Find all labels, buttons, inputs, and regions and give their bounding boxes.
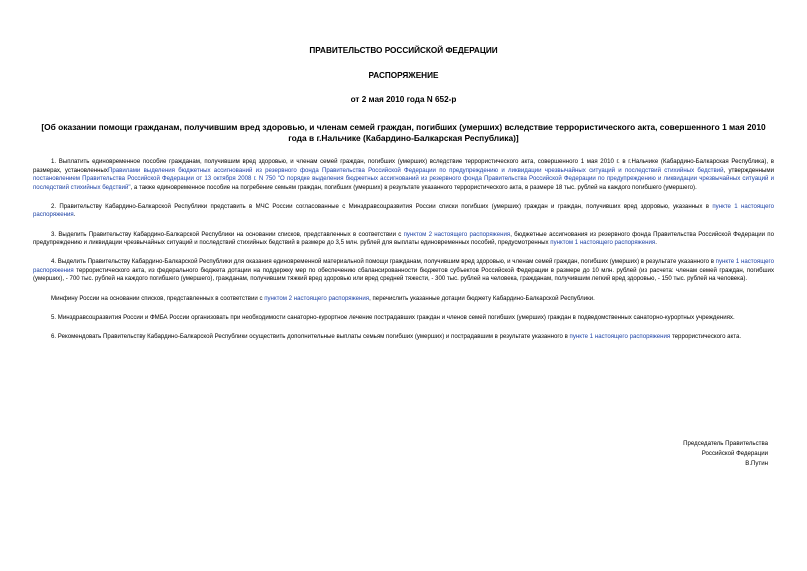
paragraph-2: 2. Правительству Кабардино-Балкарской Республики представить в МЧС России согласованные с Минздравсоцразвития России списки погибших (умерших) граждан и граждан, получивших вред здоровью, указанных в пункте 1 настоящего распоряжения. xyxy=(33,202,774,219)
signature-block xyxy=(683,439,768,470)
link-item-1[interactable]: пункте 1 настоящего распоряжения xyxy=(33,258,775,274)
link-resolution-750[interactable]: постановлением Правительства Российской Федерации от 13 октября 2008 г. N 750 "О порядке выделения бюджетных ассигнований из резервного фонда Правительства Российской Федерации по предупреждению и ликвидации чрезвычайных ситуаций и последствий стихийных бедствий" xyxy=(33,175,774,191)
link-item-1[interactable]: пункте 1 настоящего распоряжения xyxy=(33,202,774,219)
document-title: [Об оказании помощи гражданам, получившим вред здоровью, и членам семей граждан, погибших (умерших) вследствие террористического акта, совершенного 1 мая 2010 года в г.Нальчике (Кабардино-Балкарская Республика)] xyxy=(41,122,766,143)
paragraph-4: 4. Выделить Правительству Кабардино-Балкарской Республики для оказания единовременной материальной помощи гражданам, получившим вред здоровью, и членам семей граждан, погибших (умерших) в результате указанного в пункте 1 настоящего распоряжения террористического акта, из федерального бюджета дотации на поддержку мер по обеспечению сбалансированности бюджетов субъектов Российской Федерации в размере до 10 млн. рублей (из расчета: членам семей граждан, погибших (умерших), - 700 тыс. рублей на каждого погибшего (умершего), гражданам, получившим тяжкий вред здоровью или вред средней тяжести, - 300 тыс. рублей на человека, гражданам, получившим легкий вред здоровью, - 150 тыс. рублей на человека). xyxy=(33,258,775,283)
signature-name: В.Путин xyxy=(745,460,768,468)
document-body xyxy=(33,158,774,352)
link-item-2[interactable]: пунктом 2 настоящего распоряжения xyxy=(403,230,511,238)
issuing-authority: ПРАВИТЕЛЬСТВО РОССИЙСКОЙ ФЕДЕРАЦИИ xyxy=(309,46,498,55)
document-date-number: от 2 мая 2010 года N 652-р xyxy=(350,95,457,104)
link-item-2[interactable]: пунктом 2 настоящего распоряжения xyxy=(264,294,370,302)
paragraph-3: 3. Выделить Правительству Кабардино-Балкарской Республики на основании списков, представленных в соответствии с пунктом 2 настоящего распоряжения, бюджетные ассигнования из резервного фонда Правительства Российской Федерации по предупреждению и ликвидации чрезвычайных ситуаций и последствий стихийных бедствий в размере до 3,5 млн. рублей для выплаты единовременных пособий, предусмотренных пунктом 1 настоящего распоряжения. xyxy=(33,230,774,247)
paragraph-5: Минфину России на основании списков, представленных в соответствии с пунктом 2 настоящего распоряжения, перечислить указанные дотации бюджету Кабардино-Балкарской Республики. xyxy=(51,294,595,302)
signature-title: Председатель Правительства xyxy=(683,440,768,447)
signature-country: Российской Федерации xyxy=(701,450,768,458)
paragraph-6: 5. Минздравсоцразвития России и ФМБА России организовать при необходимости санаторно-курортное лечение пострадавших граждан и членов семей погибших (умерших) граждан в подведомственных санаторно-курортных учреждениях. xyxy=(51,313,735,321)
document-type: РАСПОРЯЖЕНИЕ xyxy=(368,71,439,80)
paragraph-1: 1. Выплатить единовременное пособие гражданам, получившим вред здоровью, и членам семей граждан, погибших (умерших) вследствие террористического акта, совершенного 1 мая 2010 г. в г.Нальчике (Кабардино-Балкарская Республика), в размерах, установленныхПравилами выделения бюджетных ассигнований из резервного фонда Правительства Российской Федерации по предупреждению и ликвидации чрезвычайных ситуаций и последствий стихийных бедствий, утвержденными постановлением Правительства Российской Федерации от 13 октября 2008 г. N 750 "О порядке выделения бюджетных ассигнований из резервного фонда Правительства Российской Федерации по предупреждению и ликвидации чрезвычайных ситуаций и последствий стихийных бедствий", а также единовременное пособие на погребение семьям граждан, погибших (умерших) в результате указанного террористического акта, в размере 18 тыс. рублей на каждого погибшего (умершего). xyxy=(33,158,774,191)
link-rules[interactable]: Правилами выделения бюджетных ассигнований из резервного фонда Правительства Российской Федерации по предупреждению и ликвидации чрезвычайных ситуаций и последствий стихийных бедствий xyxy=(107,166,724,174)
paragraph-7: 6. Рекомендовать Правительству Кабардино-Балкарской Республики осуществить дополнительные выплаты семьям погибших (умерших) и пострадавшим в результате указанного в пункте 1 настоящего распоряжения террористического акта. xyxy=(51,332,742,340)
link-item-1[interactable]: пунктом 1 настоящего распоряжения xyxy=(550,239,656,247)
link-item-1[interactable]: пункте 1 настоящего распоряжения xyxy=(569,332,671,340)
